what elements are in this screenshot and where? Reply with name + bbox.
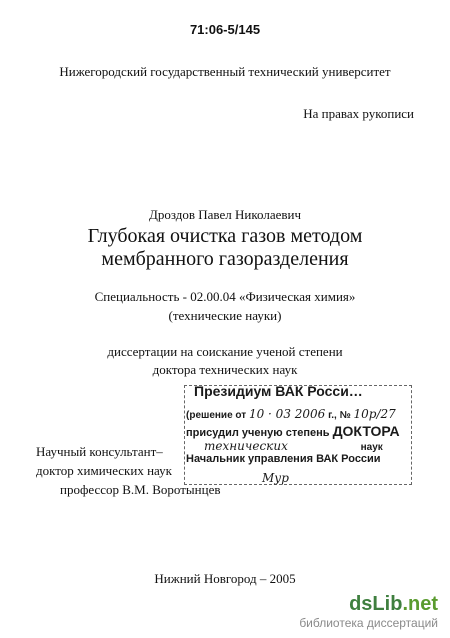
- specialty: Специальность - 02.00.04 «Физическая химия»: [94, 289, 356, 304]
- degree-line-2: доктора технических наук: [152, 362, 298, 377]
- vak-stamp: [170, 375, 420, 490]
- stamp-sciences-handwritten: технических: [204, 439, 288, 453]
- title-line-1: Глубокая очистка газов методом: [87, 225, 363, 247]
- stamp-sciences: технических наук: [204, 439, 383, 453]
- stamp-signature: Мур: [262, 471, 289, 485]
- stamp-number: 10р/27: [353, 407, 396, 421]
- dslib-logo: dsLib.net: [349, 593, 438, 615]
- author-name: Дроздов Павел Николаевич: [149, 207, 301, 222]
- degree-line-1: диссертации на соискание ученой степени: [107, 344, 343, 359]
- city-year: Нижний Новгород – 2005: [154, 571, 296, 586]
- manuscript-rights: На правах рукописи: [303, 106, 414, 121]
- stamp-title: Президиум ВАК Росси…: [194, 383, 363, 399]
- dslib-watermark: [299, 593, 438, 630]
- stamp-head: Начальник управления ВАК России: [186, 453, 381, 465]
- watermark-caption: библиотека диссертаций: [299, 616, 438, 630]
- stamp-date: 10 · 03 2006: [248, 407, 326, 421]
- title-line-2: мембранного газоразделения: [101, 248, 349, 270]
- advisor-role: Научный консультант–: [36, 444, 163, 459]
- stamp-awarded: присудил ученую степень ДОКТОРА: [186, 423, 400, 439]
- stamp-degree: ДОКТОРА: [332, 423, 400, 439]
- dissertation-title: [0, 225, 450, 271]
- advisor-degree: доктор химических наук: [36, 463, 172, 478]
- stamp-decision: (решение от 10 · 03 2006 г., № 10р/27: [186, 407, 396, 421]
- advisor-name: профессор В.М. Воротынцев: [60, 482, 221, 497]
- university-name: Нижегородский государственный технический университет: [59, 64, 391, 79]
- science-field: (технические науки): [168, 308, 282, 323]
- document-code: 71:06-5/145: [189, 22, 261, 37]
